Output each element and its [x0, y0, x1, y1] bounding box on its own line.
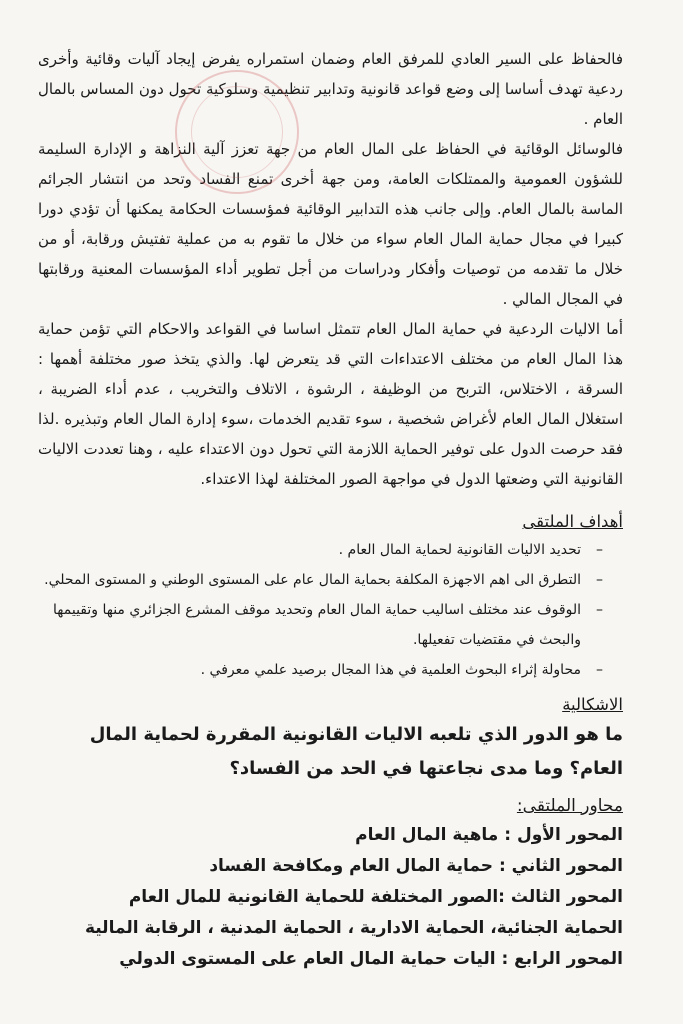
bullet-dash: – — [596, 542, 603, 558]
goal-item — [38, 595, 603, 655]
intro-paragraph-3: أما الاليات الردعية في حماية المال العام تتمثل اساسا في القواعد والاحكام التي تؤمن حماية هذا المال العام من مختلف الاعتداءات التي قد يتعرض لها. والذي يتخذ صور مختلفة أهمها : السرقة ، الاختلاس، التربح من الوظيفة ، الرشوة ، الاتلاف والتخريب ، عدم أداء الضريبة ، استغلال المال العام لأغراض شخصية ، سوء تقديم الخدمات ،سوء إدارة المال العام وتبذيره .لذا فقد حرصت الدول على توفير الحماية اللازمة التي تحول دون الاعتداء عليه ، وهنا تعددت الاليات القانونية التي وضعتها الدول في مواجهة الصور المختلفة لهذا الاعتداء. — [38, 320, 623, 488]
goals-list — [38, 535, 623, 685]
axis-item-2: المحور الثاني : حماية المال العام ومكافحة الفساد — [209, 856, 623, 876]
bullet-dash: – — [596, 572, 603, 588]
goal-text: محاولة إثراء البحوث العلمية في هذا المجال برصيد علمي معرفي . — [200, 662, 581, 678]
problem-title: الاشكالية — [562, 695, 623, 714]
intro-paragraph-2: فالوسائل الوقائية في الحفاظ على المال العام من جهة تعزز آلية النزاهة و الإدارة السليمة للشؤون العمومية والممتلكات العامة، ومن جهة أخرى تمنع الفساد وتحد من انتشار الجرائم الماسة بالمال العام. وإلى جانب هذه التدابير الوقائية فمؤسسات الحكامة يمكنها أن تؤدي دورا كبيرا في مجال حماية المال العام سواء من خلال ما تقوم به من عملية تفتيش ورقابة، أو من خلال ما تقدمه من توصيات وأفكار ودراسات من أجل تطوير أداء المؤسسات المعنية ورقابتها في المجال المالي . — [38, 140, 623, 308]
goal-text: التطرق الى اهم الاجهزة المكلفة بحماية المال عام على المستوى الوطني و المستوى المحلي. — [44, 572, 581, 588]
intro-paragraph-1: فالحفاظ على السير العادي للمرفق العام وضمان استمراره يفرض إيجاد آليات وقائية وأخرى ردعية تهدف أساسا إلى وضع قواعد قانونية وتدابير تنظيمية وسلوكية تحول دون المساس بالمال العام . — [38, 50, 623, 128]
axis-item-3: المحور الثالث :الصور المختلفة للحماية القانونية للمال العام — [128, 887, 623, 907]
axis-item-4: المحور الرابع : اليات حماية المال العام على المستوى الدولي — [119, 949, 623, 969]
goal-text: الوقوف عند مختلف اساليب حماية المال العام وتحديد موقف المشرع الجزائري منها وتقييمها والبحث في مقتضيات تفعيلها. — [53, 602, 581, 648]
bullet-dash: – — [596, 662, 603, 678]
goal-item — [38, 565, 603, 595]
axis-item-3-detail: الحماية الجنائية، الحماية الادارية ، الحماية المدنية ، الرقابة المالية — [84, 918, 623, 938]
goal-text: تحديد الاليات القانونية لحماية المال العام . — [338, 542, 581, 558]
bullet-dash: – — [596, 602, 603, 618]
goals-title: أهداف الملتقى — [522, 512, 623, 531]
goal-item — [38, 655, 603, 685]
problem-text: ما هو الدور الذي تلعبه الاليات القانونية المقررة لحماية المال العام؟ وما مدى نجاعتها في الحد من الفساد؟ — [89, 724, 623, 779]
axis-item-1: المحور الأول : ماهية المال العام — [355, 825, 623, 845]
axes-title: محاور الملتقى: — [516, 796, 623, 816]
goal-item — [38, 535, 603, 565]
stamp-watermark — [175, 70, 299, 194]
